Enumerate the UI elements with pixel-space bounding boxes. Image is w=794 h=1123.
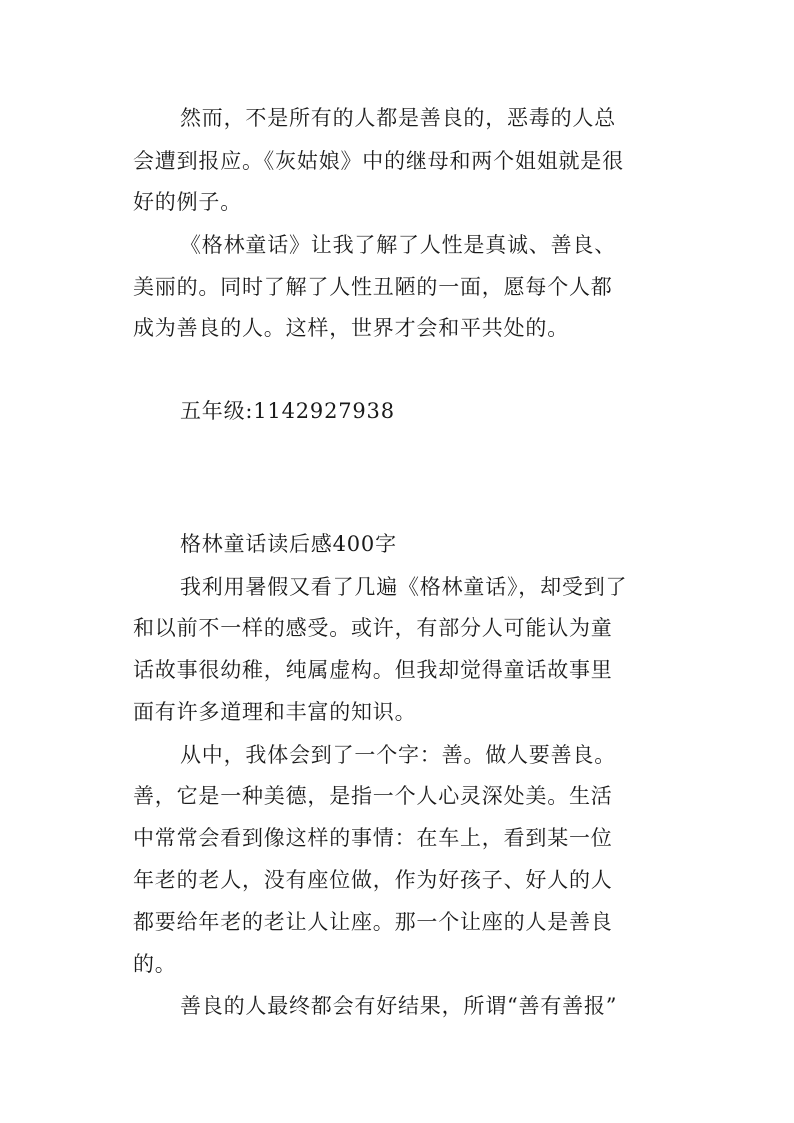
paragraph-line: 都要给年老的老让人让座。那一个让座的人是善良 bbox=[133, 910, 613, 934]
paragraph-line: 美丽的。同时了解了人性丑陋的一面，愿每个人都 bbox=[133, 275, 613, 299]
paragraph-line: 善良的人最终都会有好结果，所谓“善有善报” bbox=[180, 994, 618, 1018]
paragraph-line: 面有许多道理和丰富的知识。 bbox=[133, 700, 417, 724]
section-title: 格林童话读后感400字 bbox=[180, 532, 397, 556]
paragraph-line: 中常常会看到像这样的事情：在车上，看到某一位 bbox=[133, 826, 613, 850]
paragraph-line: 《格林童话》让我了解了人性是真诚、善良、 bbox=[180, 233, 616, 257]
paragraph-line: 好的例子。 bbox=[133, 190, 242, 214]
paragraph-line: 会遭到报应。《灰姑娘》中的继母和两个姐姐就是很 bbox=[133, 149, 624, 173]
paragraph-line: 年老的老人，没有座位做，作为好孩子、好人的人 bbox=[133, 868, 613, 892]
grade-line: 五年级:1142927938 bbox=[180, 399, 395, 423]
paragraph-line: 然而，不是所有的人都是善良的，恶毒的人总 bbox=[180, 106, 616, 130]
paragraph-line: 从中，我体会到了一个字：善。做人要善良。 bbox=[180, 743, 616, 767]
paragraph-line: 善，它是一种美德，是指一个人心灵深处美。生活 bbox=[133, 784, 613, 808]
paragraph-line: 和以前不一样的感受。或许，有部分人可能认为童 bbox=[133, 616, 613, 640]
paragraph-line: 我利用暑假又看了几遍《格林童话》，却受到了 bbox=[180, 575, 628, 599]
paragraph-line: 的。 bbox=[133, 952, 177, 976]
paragraph-line: 话故事很幼稚，纯属虚构。但我却觉得童话故事里 bbox=[133, 658, 613, 682]
paragraph-line: 成为善良的人。这样，世界才会和平共处的。 bbox=[133, 316, 569, 340]
